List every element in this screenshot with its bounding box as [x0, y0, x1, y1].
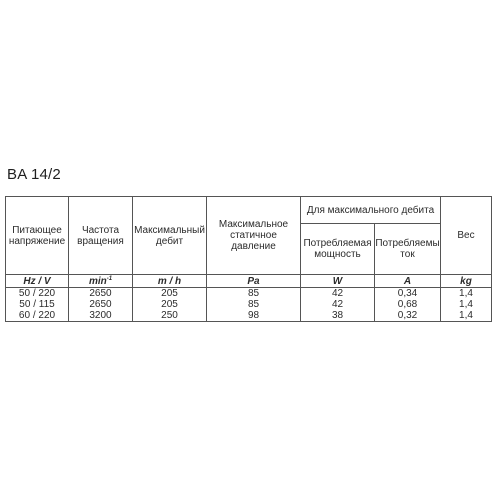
- cell-current: 0,34: [375, 288, 441, 300]
- unit-max-flow: m / h: [133, 275, 207, 288]
- cell-pressure: 85: [207, 288, 301, 300]
- header-power: Потребляемая мощность: [301, 224, 375, 275]
- spec-table: [5, 196, 492, 322]
- cell-max-flow: 250: [133, 310, 207, 322]
- table-row: [6, 299, 492, 310]
- cell-speed: 2650: [69, 299, 133, 310]
- cell-pressure: 85: [207, 299, 301, 310]
- cell-current: 0,32: [375, 310, 441, 322]
- unit-weight: kg: [441, 275, 492, 288]
- unit-current: A: [375, 275, 441, 288]
- unit-voltage: Hz / V: [6, 275, 69, 288]
- header-for-max-flow: Для максимального дебита: [301, 197, 441, 224]
- unit-speed: [69, 275, 133, 288]
- cell-max-flow: 205: [133, 299, 207, 310]
- cell-max-flow: 205: [133, 288, 207, 300]
- cell-weight: 1,4: [441, 299, 492, 310]
- cell-current: 0,68: [375, 299, 441, 310]
- header-max-static-pressure: Максимальное статичное давление: [207, 197, 301, 275]
- unit-pressure: Pa: [207, 275, 301, 288]
- cell-voltage: 50 / 220: [6, 288, 69, 300]
- unit-power: W: [301, 275, 375, 288]
- page-title: BA 14/2: [7, 166, 61, 183]
- cell-speed: 3200: [69, 310, 133, 322]
- table-row: [6, 310, 492, 322]
- cell-pressure: 98: [207, 310, 301, 322]
- cell-power: 42: [301, 288, 375, 300]
- header-weight: Вес: [441, 197, 492, 275]
- cell-voltage: 50 / 115: [6, 299, 69, 310]
- header-speed: Частота вращения: [69, 197, 133, 275]
- cell-power: 42: [301, 299, 375, 310]
- units-row: [6, 275, 492, 288]
- header-current: Потребляемы ток: [375, 224, 441, 275]
- header-max-flow: Максимальный дебит: [133, 197, 207, 275]
- cell-voltage: 60 / 220: [6, 310, 69, 322]
- cell-weight: 1,4: [441, 310, 492, 322]
- table-row: [6, 288, 492, 300]
- unit-speed-base: min: [88, 275, 107, 287]
- cell-weight: 1,4: [441, 288, 492, 300]
- cell-power: 38: [301, 310, 375, 322]
- unit-speed-exponent: -1: [106, 275, 113, 282]
- cell-speed: 2650: [69, 288, 133, 300]
- header-voltage: Питающее напряжение: [6, 197, 69, 275]
